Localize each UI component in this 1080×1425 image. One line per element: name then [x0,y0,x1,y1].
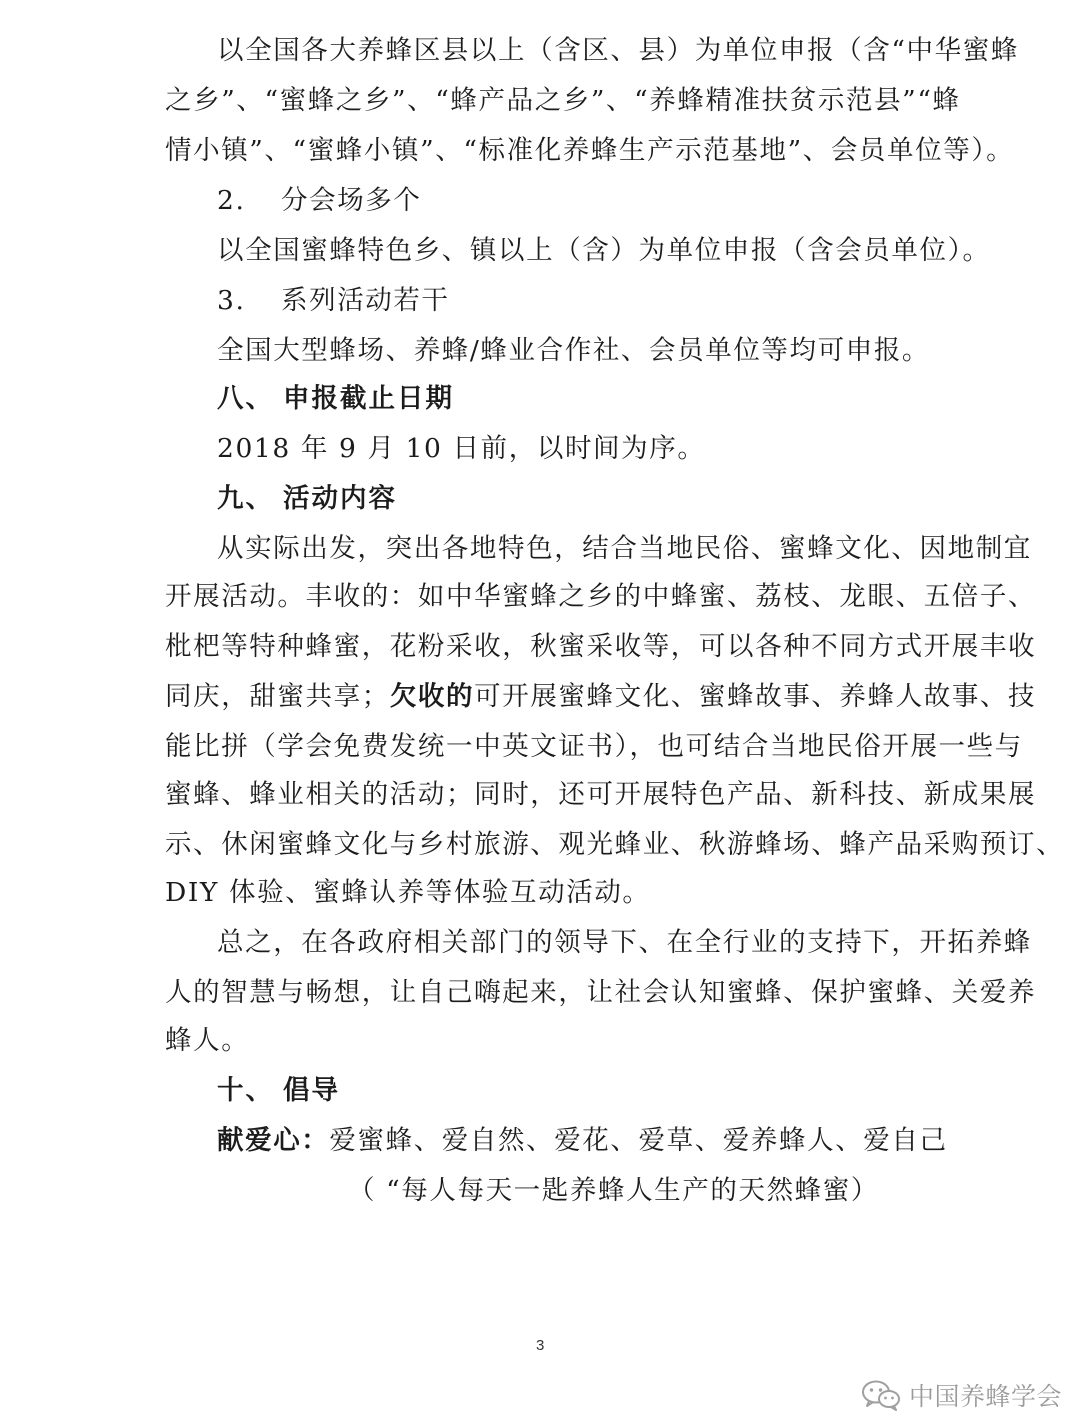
item-3-title: 系列活动若干 [281,285,450,316]
para2: 以全国蜜蜂特色乡、镇以上（含）为单位申报（含会员单位）。 [217,235,991,266]
section-10-heading [217,1074,340,1108]
item-3-heading [217,284,450,318]
page-number: 3 [536,1337,545,1354]
section-8-number: 八、 [217,383,274,414]
watermark-text: 中国养蜂学会 [908,1382,1062,1411]
para3: 全国大型蜂场、养蜂/蜂业合作社、会员单位等均可申报。 [217,335,931,366]
para1-line1: 以全国各大养蜂区县以上（含区、县）为单位申报（含“中华蜜蜂 [217,35,1019,66]
para5-line4-post: 可开展蜜蜂文化、蜜蜂故事、养蜂人故事、技 [474,681,1037,712]
advocacy-line [217,1124,948,1158]
para5-line2: 开展活动。丰收的：如中华蜜蜂之乡的中蜂蜜、荔枝、龙眼、五倍子、 [165,581,1037,612]
para5-line8: DIY 体验、蜜蜂认养等体验互动活动。 [165,877,651,908]
para5-line7: 示、休闲蜜蜂文化与乡村旅游、观光蜂业、秋游蜂场、蜂产品采购预订、 [165,829,1065,860]
para5-line1: 从实际出发，突出各地特色，结合当地民俗、蜜蜂文化、因地制宜 [217,533,1032,564]
section-8-title: 申报截止日期 [283,383,454,414]
section-8-heading [217,382,454,416]
para1-line2: 之乡”、“蜜蜂之乡”、“蜂产品之乡”、“养蜂精准扶贫示范县”“蜂 [165,85,961,116]
para5-line4 [165,680,1037,714]
item-2-title: 分会场多个 [281,185,422,216]
para6-line3: 蜂人。 [165,1025,250,1056]
watermark [861,1378,1062,1412]
advocacy-label: 献爱心： [217,1125,330,1156]
wechat-icon [861,1379,901,1411]
para5-line4-bold: 欠收的 [389,681,475,712]
para4: 2018 年 9 月 10 日前，以时间为序。 [217,433,706,464]
para5-line3: 枇杷等特种蜂蜜，花粉采收，秋蜜采收等，可以各种不同方式开展丰收 [165,631,1037,662]
advocacy-slogan: （ “每人每天一匙养蜂人生产的天然蜂蜜） [348,1175,879,1206]
item-2-number: 2. [217,185,246,216]
advocacy-text: 爱蜜蜂、爱自然、爱花、爱草、爱养蜂人、爱自己 [329,1125,948,1156]
para5-line5: 能比拼（学会免费发统一中英文证书），也可结合当地民俗开展一些与 [165,731,1023,762]
section-9-title: 活动内容 [283,483,397,514]
para6-line2: 人的智慧与畅想，让自己嗨起来，让社会认知蜜蜂、保护蜜蜂、关爱养 [165,977,1037,1008]
para5-line4-pre: 同庆，甜蜜共享； [165,681,390,712]
para6-line1: 总之，在各政府相关部门的领导下、在全行业的支持下，开拓养蜂 [217,927,1032,958]
section-10-number: 十、 [217,1075,274,1106]
section-10-title: 倡导 [283,1075,340,1106]
item-3-number: 3. [217,285,246,316]
para5-line6: 蜜蜂、蜂业相关的活动；同时，还可开展特色产品、新科技、新成果展 [165,779,1037,810]
para1-line3: 情小镇”、“蜜蜂小镇”、“标准化养蜂生产示范基地”、会员单位等）。 [165,135,1015,166]
section-9-number: 九、 [217,483,274,514]
item-2-heading [217,184,422,218]
section-9-heading [217,482,397,516]
